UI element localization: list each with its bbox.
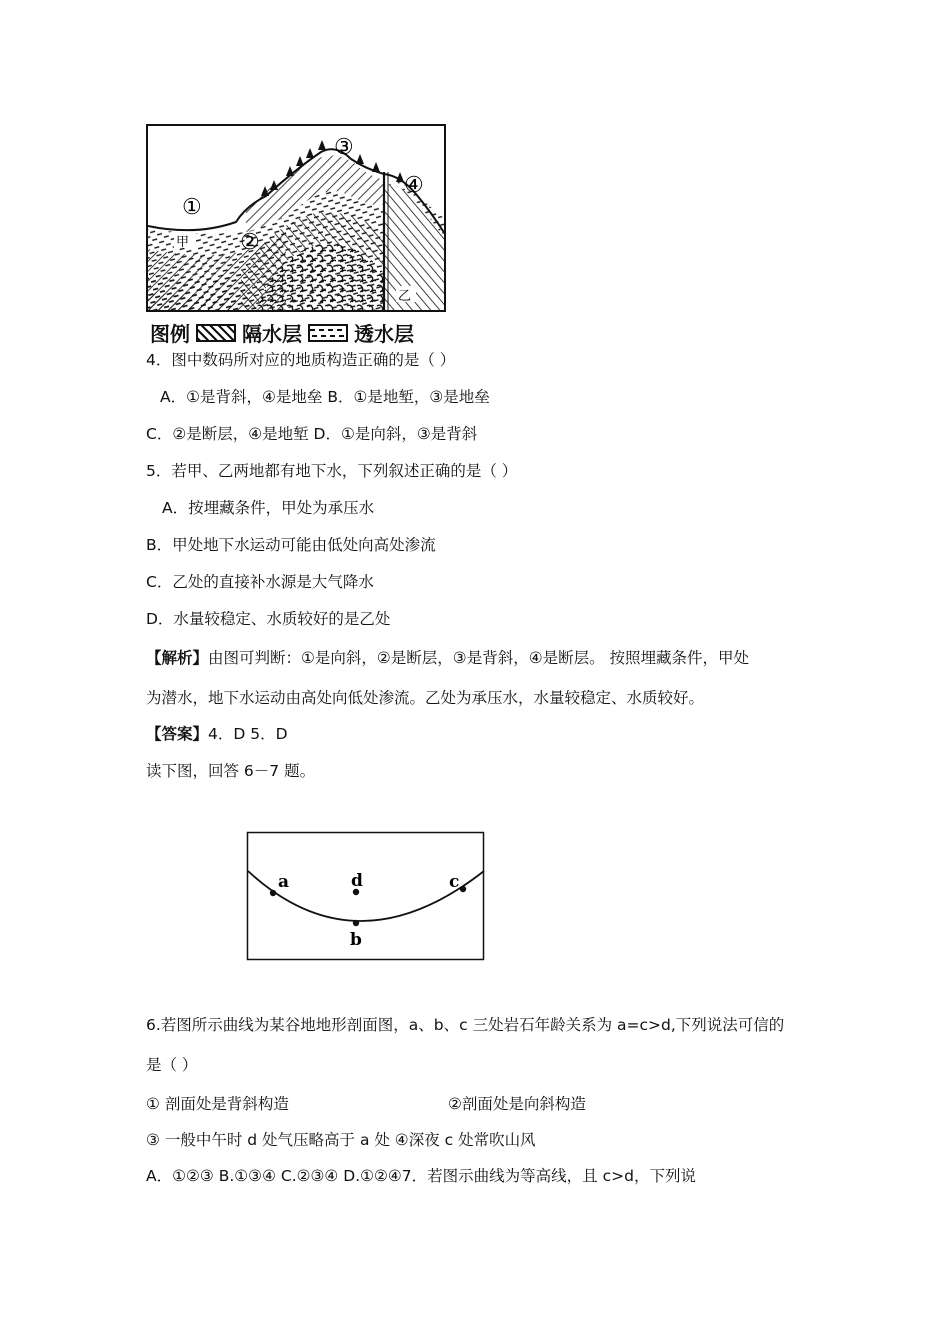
q4-options-cd: C．②是断层，④是地堑 D．①是向斜，③是背斜 <box>146 425 478 443</box>
answer-text: 4．D 5．D <box>208 725 288 743</box>
label-jia: 甲 <box>176 235 190 250</box>
point-b <box>353 920 359 926</box>
q6-statements-3-4: ③ 一般中午时 d 处气压略高于 a 处 ④深夜 c 处常吹山风 <box>146 1131 536 1149</box>
geology-cross-section <box>146 124 448 314</box>
point-c <box>460 886 466 892</box>
valley-profile-figure <box>246 831 486 961</box>
q5-stem: 5．若甲、乙两地都有地下水，下列叙述正确的是（ ） <box>146 462 518 480</box>
point-a <box>270 890 276 896</box>
label-d: d <box>351 871 363 891</box>
q6-options: A．①②③ B.①③④ C.②③④ D.①②④7．若图示曲线为等高线，且 c>d，下列说 <box>146 1167 696 1185</box>
analysis-line-1 <box>146 647 749 669</box>
q6-stem-line-1: 6.若图所示曲线为某谷地地形剖面图，a、b、c 三处岩石年龄关系为 a=c>d,下列说法可信的 <box>146 1016 785 1034</box>
answer-line <box>146 723 288 745</box>
permeable-swatch <box>308 324 348 342</box>
figure-legend <box>150 318 414 347</box>
q6-statement-1: ① 剖面处是背斜构造 <box>146 1095 289 1113</box>
analysis-line-2: 为潜水，地下水运动由高处向低处渗流。乙处为承压水，水量较稳定、水质较好。 <box>146 689 705 707</box>
q6-statement-2: ②剖面处是向斜构造 <box>448 1095 586 1113</box>
analysis-text-1: 由图可判断：①是向斜，②是断层，③是背斜，④是断层。 按照埋藏条件，甲处 <box>208 649 750 667</box>
q4-stem: 4．图中数码所对应的地质构造正确的是（ ） <box>146 351 456 369</box>
analysis-tag: 【解析】 <box>146 649 209 667</box>
label-fault-4: ④ <box>404 173 424 198</box>
q6-stem-line-2: 是（ ） <box>146 1056 198 1074</box>
answer-tag: 【答案】 <box>146 725 209 743</box>
q5-option-a: A．按埋藏条件，甲处为承压水 <box>162 499 375 517</box>
q5-option-c: C．乙处的直接补水源是大气降水 <box>146 573 374 591</box>
intro-line: 读下图，回答 6－7 题。 <box>146 762 316 780</box>
label-syncline-1: ① <box>182 195 202 220</box>
legend-permeable: 透水层 <box>354 322 414 346</box>
label-anticline-3: ③ <box>334 135 354 160</box>
label-a: a <box>278 872 290 892</box>
label-fault-2: ② <box>240 230 260 255</box>
q4-options-ab: A．①是背斜，④是地垒 B．①是地堑，③是地垒 <box>160 388 490 406</box>
legend-impermeable: 隔水层 <box>242 322 302 346</box>
q5-option-d: D．水量较稳定、水质较好的是乙处 <box>146 610 391 628</box>
q5-option-b: B．甲处地下水运动可能由低处向高处渗流 <box>146 536 436 554</box>
label-c: c <box>449 872 460 892</box>
impermeable-swatch <box>196 324 236 342</box>
legend-title: 图例 <box>150 322 190 346</box>
label-b: b <box>350 930 362 950</box>
label-yi: 乙 <box>398 289 412 304</box>
